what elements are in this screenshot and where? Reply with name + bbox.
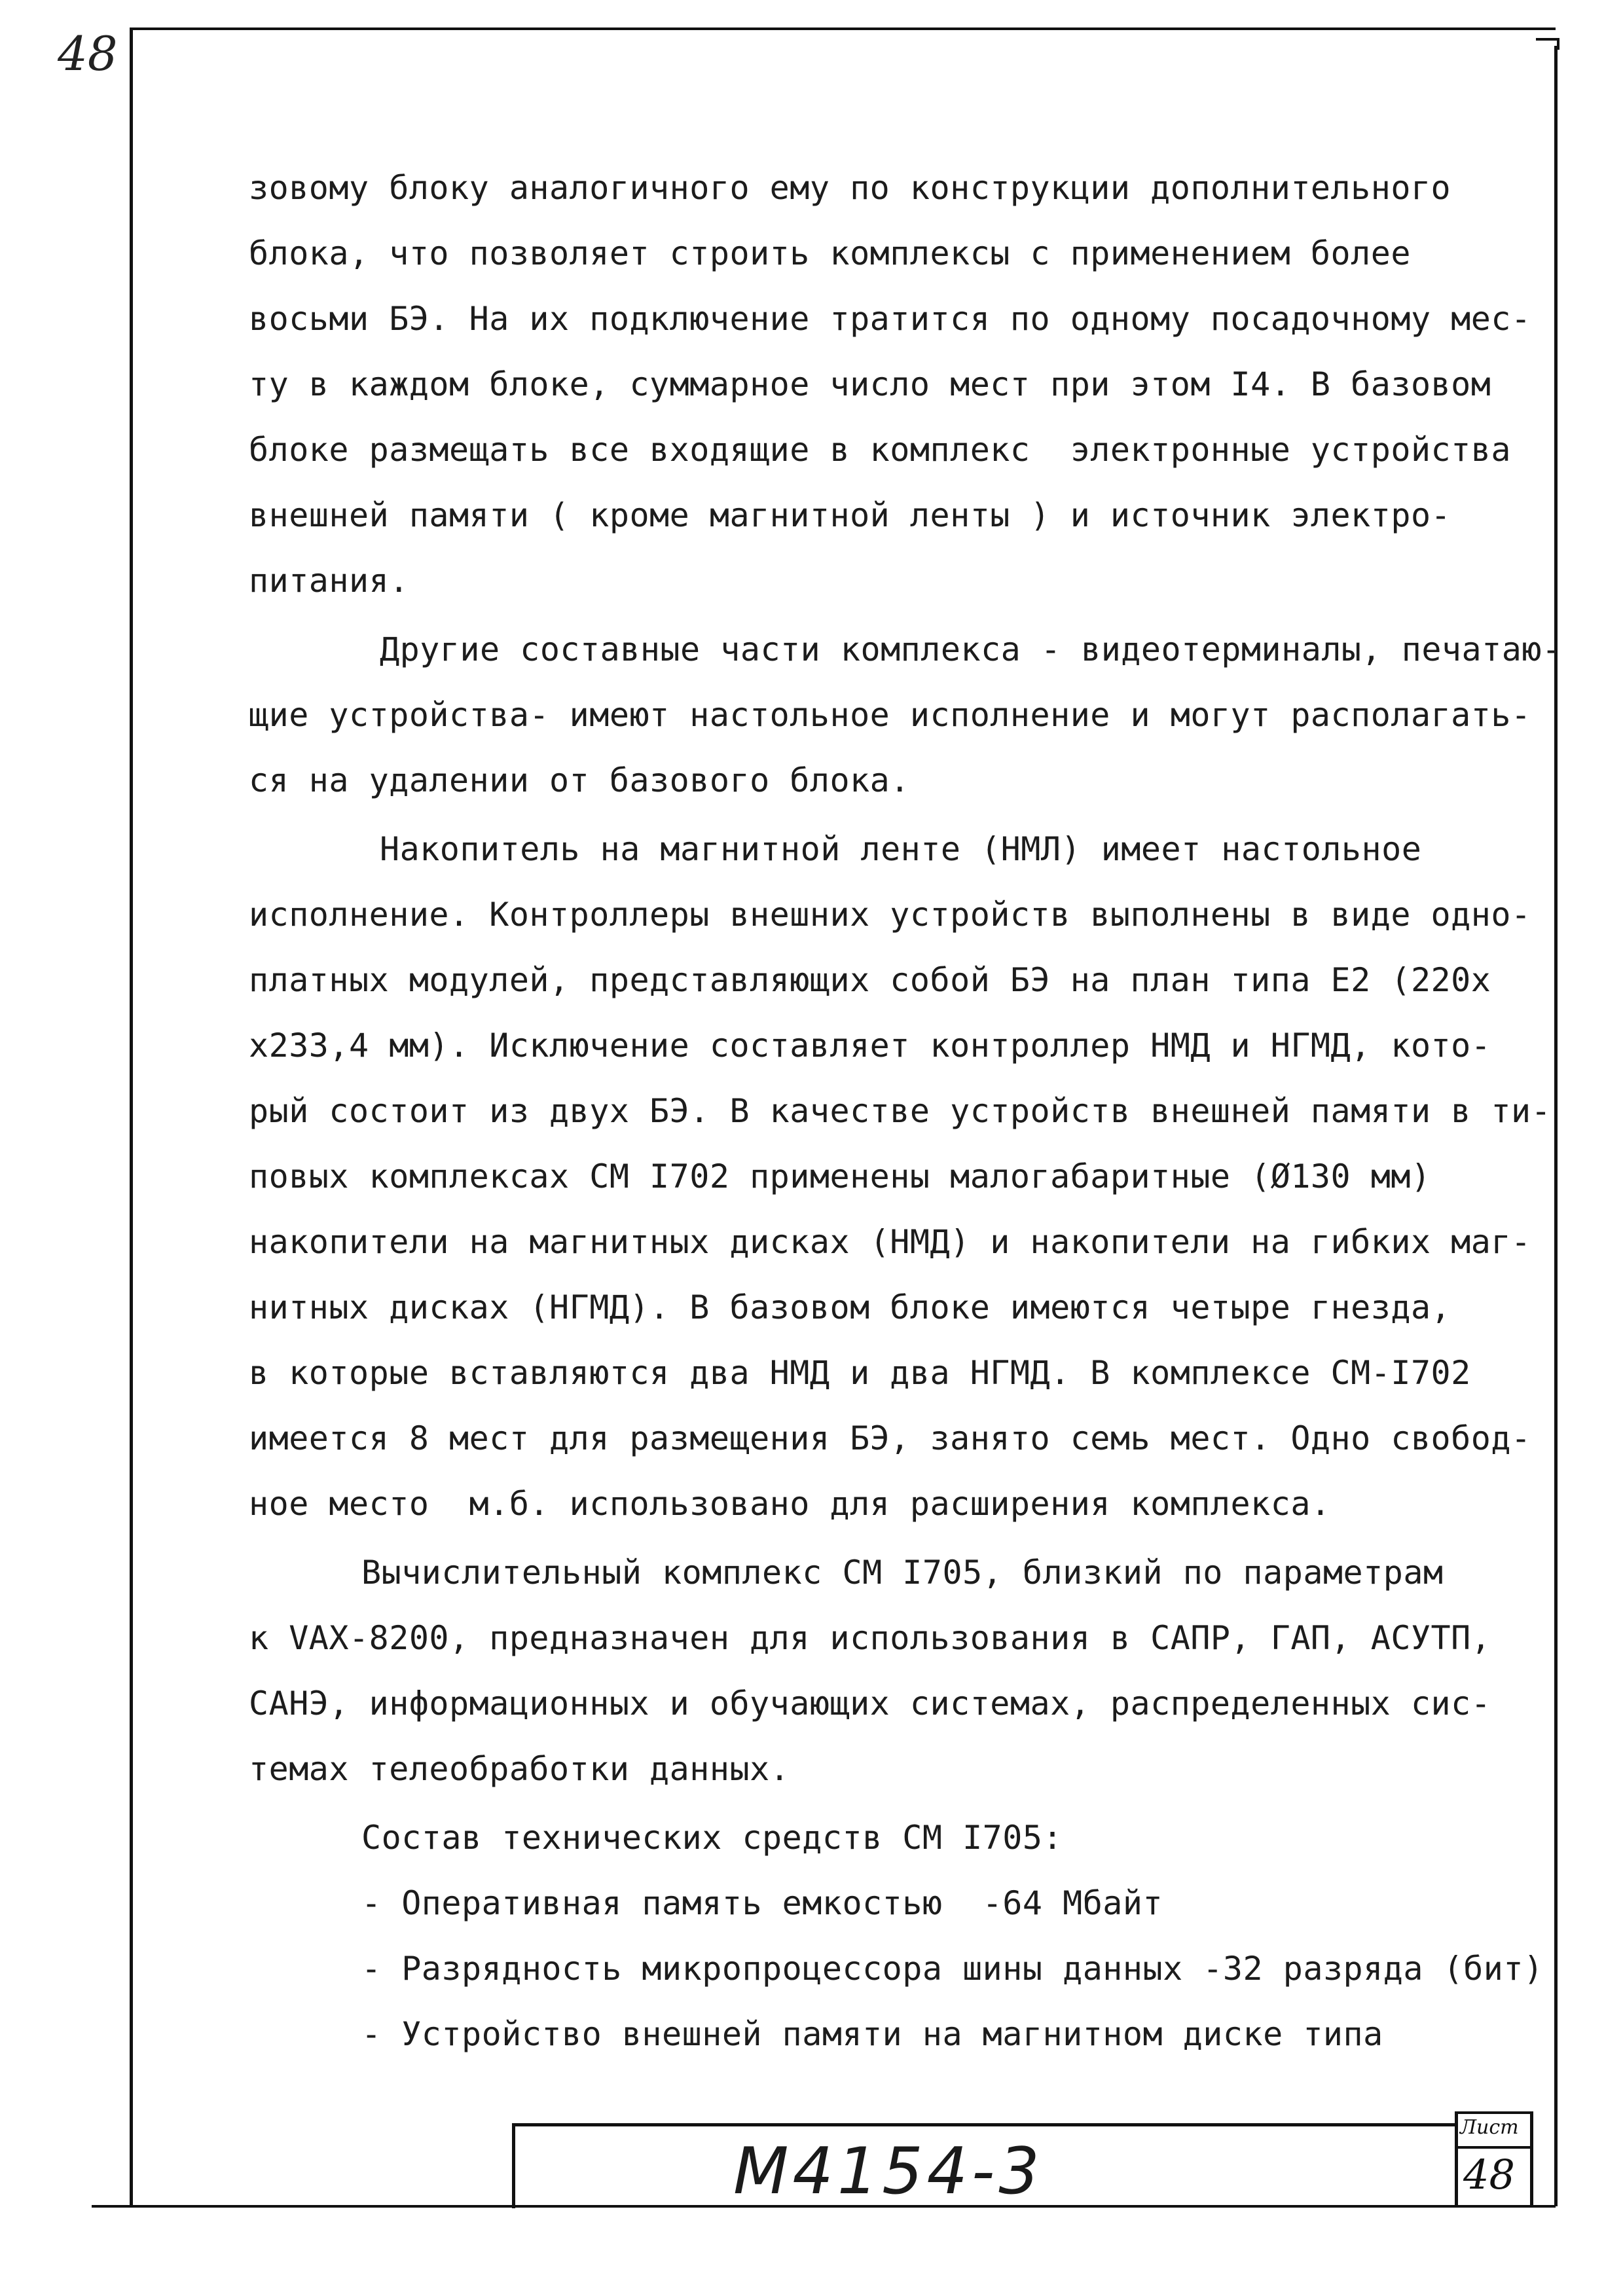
text-line: щие устройства- имеют настольное исполнение и могут располагать- — [249, 696, 1531, 734]
page-corner-number: 48 — [58, 26, 118, 81]
text-line: ся на удалении от базового блока. — [249, 761, 910, 799]
text-line: рый состоит из двух БЭ. В качестве устройств внешней памяти в ти- — [249, 1092, 1552, 1130]
frame-left-line — [130, 27, 133, 2208]
text-line: Накопитель на магнитной ленте (НМЛ) имеет настольное — [380, 830, 1422, 868]
frame-corner-hook — [1536, 38, 1559, 50]
text-line: накопители на магнитных дисках (НМД) и накопители на гибких маг- — [249, 1223, 1531, 1261]
text-line: зовому блоку аналогичного ему по конструкции дополнительного — [249, 169, 1451, 207]
list-item: - Разрядность микропроцессора шины данных -32 разряда (бит) — [361, 1950, 1544, 1988]
text-line: платных модулей, представляющих собой БЭ на план типа Е2 (220х — [249, 961, 1491, 999]
sheet-label: Лист — [1460, 2116, 1519, 2139]
text-line: восьми БЭ. На их подключение тратится по одному посадочному мес- — [249, 300, 1531, 338]
text-line: ное место м.б. использовано для расширения комплекса. — [249, 1485, 1331, 1523]
sheet-cell-divider — [1455, 2146, 1530, 2149]
text-line: Состав технических средств СМ I705: — [361, 1819, 1063, 1857]
text-line: х233,4 мм). Исключение составляет контроллер НМД и НГМД, кото- — [249, 1027, 1491, 1065]
text-line: в которые вставляются два НМД и два НГМД. В комплексе СМ-I702 — [249, 1354, 1471, 1392]
list-item: - Устройство внешней памяти на магнитном диске типа — [361, 2015, 1383, 2053]
text-line: САНЭ, информационных и обучающих системах, распределенных сис- — [249, 1685, 1491, 1722]
text-line: имеется 8 мест для размещения БЭ, занято семь мест. Одно свобод- — [249, 1419, 1531, 1457]
list-item: - Оперативная память емкостью -64 Мбайт — [361, 1884, 1163, 1922]
text-line: блока, что позволяет строить комплексы с применением более — [249, 234, 1411, 272]
text-line: питания. — [249, 562, 409, 600]
text-line: к VAX-8200, предназначен для использования в САПР, ГАП, АСУТП, — [249, 1619, 1491, 1657]
text-line: внешней памяти ( кроме магнитной ленты ) и источник электро- — [249, 496, 1451, 534]
frame-top-line — [131, 27, 1556, 30]
sheet-number: 48 — [1463, 2151, 1515, 2198]
text-line: темах телеобработки данных. — [249, 1750, 790, 1788]
text-line: повых комплексах СМ I702 применены малогабаритные (Ø130 мм) — [249, 1157, 1431, 1195]
document-code: М4154-3 — [733, 2134, 1044, 2209]
text-line: блоке размещать все входящие в комплекс электронные устройства — [249, 431, 1511, 469]
frame-right-line — [1554, 46, 1558, 2206]
text-line: Вычислительный комплекс СМ I705, близкий по параметрам — [361, 1554, 1444, 1592]
text-line: нитных дисках (НГМД). В базовом блоке имеются четыре гнезда, — [249, 1288, 1451, 1326]
text-line: исполнение. Контроллеры внешних устройств выполнены в виде одно- — [249, 896, 1531, 934]
text-line: ту в каждом блоке, суммарное число мест при этом I4. В базовом — [249, 365, 1491, 403]
text-line: Другие составные части комплекса - видеотерминалы, печатаю- — [380, 630, 1562, 668]
